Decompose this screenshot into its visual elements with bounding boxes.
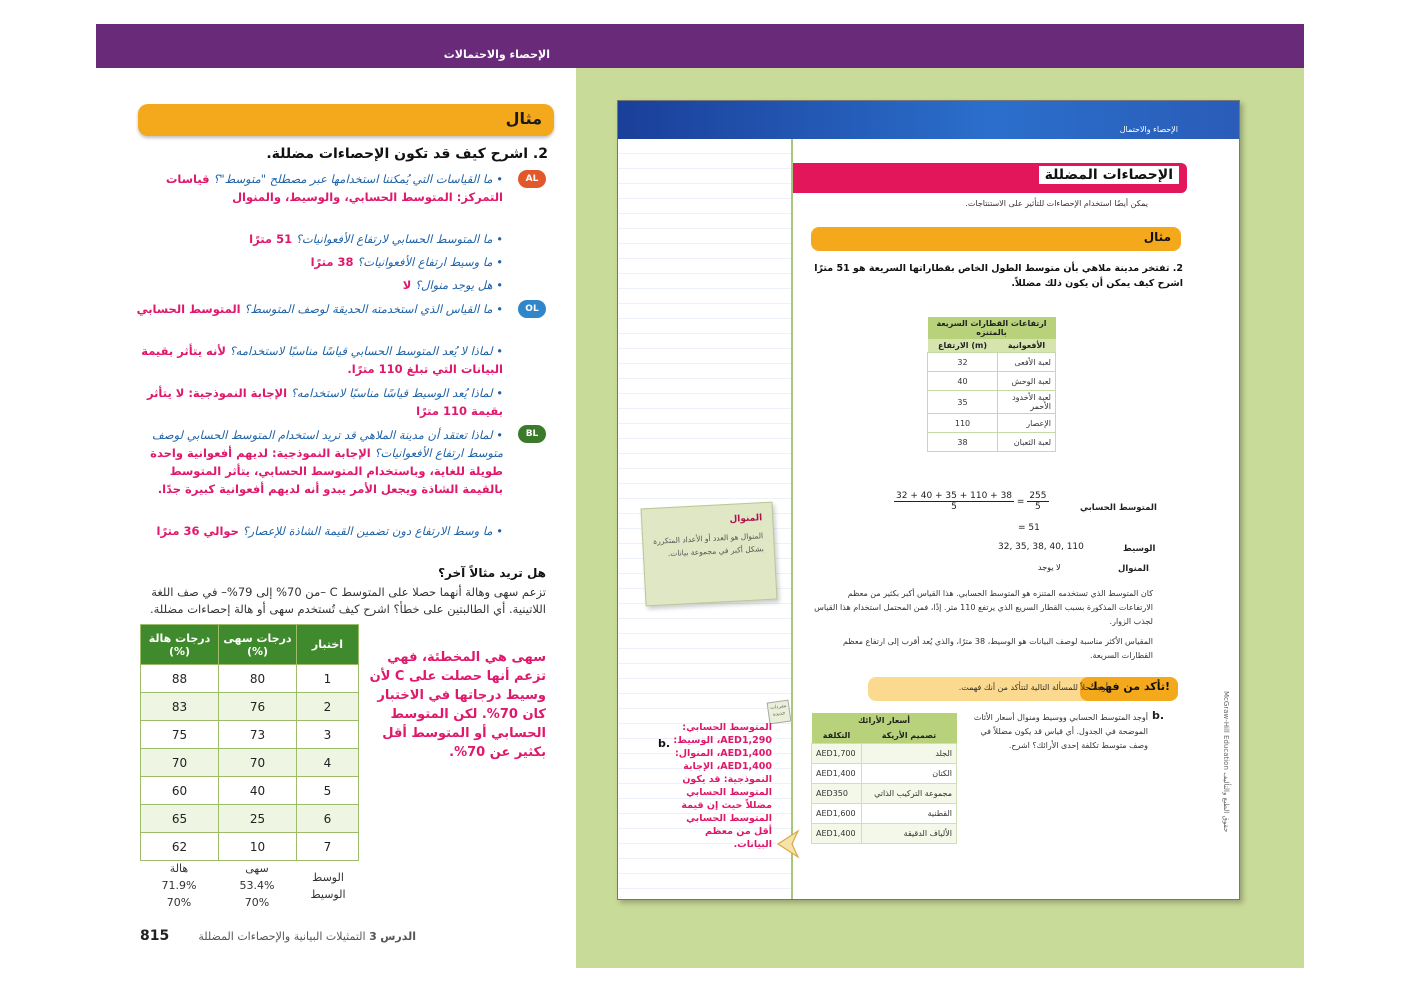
table-row: 40 لعبة الوحش xyxy=(928,372,1056,391)
table-row xyxy=(141,693,359,721)
exercise-b-text: أوجد المتوسط الحسابي ووسيط ومنوال أسعار الأثاث الموضحة في الجدول. أي قياس قد يكون مضللاً في وصف متوسط تكلفة إحدى الأرائك؟ اشرح. xyxy=(973,713,1148,750)
exercise-b-letter: b. xyxy=(1152,709,1165,722)
summary-suha: سهى 53.4% 70% xyxy=(239,862,275,909)
check-understanding-label: تأكد من فهمك! xyxy=(1080,677,1179,701)
table-cell: 70 xyxy=(141,749,219,777)
table-row: 110 الإعصار xyxy=(928,414,1056,433)
table-row: AED1,400 الكتان xyxy=(812,764,957,784)
teacher-bullet: • ما القياس الذي استخدمته الحديقة لوصف المتوسط؟ المتوسط الحسابي xyxy=(136,302,503,316)
column-header: درجات سهى (%) xyxy=(219,625,297,665)
median-label: الوسيط xyxy=(1123,544,1156,554)
student-page-header-title: الإحصاء والاحتمال xyxy=(1119,125,1178,134)
sofa-table-title: أسعار الأرائك xyxy=(812,713,957,728)
mini-example-label: مثال xyxy=(1143,230,1171,244)
mode-label: المنوال xyxy=(1118,564,1149,574)
another-example-title: هل تريد مثالاً آخر؟ xyxy=(438,566,546,580)
teacher-bullet: • لماذا تعتقد أن مدينة الملاهي قد تريد استخدام المتوسط الحسابي لوصف متوسط ارتفاع الأفعوانيات؟ الإجابة النموذجية: لديهم أفعوانية واحدة طويلة للغاية، وباستخدام المتوسط الحسابي، يتأثر المتوسط بالقيمة الشاذة ويجعل الأمر يبدو أنه لديهم أفعوانية كبيرة جدًا. xyxy=(150,428,503,496)
explanation-paragraph: كان المتوسط الذي تستخدمه المتنزه هو المتوسط الحسابي. هذا القياس أكبر بكثير من معظم الارتفاعات المذكورة بسبب القطار السريع الذي يرتفع 110 متر. إذًا، فمن المحتمل استخدام هذا القياس لجذب الزوار. xyxy=(814,589,1153,626)
lesson-title: الإحصاءات المضللة xyxy=(1039,166,1179,184)
table-cell: 4 xyxy=(297,749,359,777)
answer-text: سهى هي المخطئة، فهي تزعم أنها حصلت على C لأن وسيط درجاتها في الاختبار كان 70%. لكن المتوسط الحسابي أو المتوسط أقل بكثير عن 70%. xyxy=(369,650,546,760)
table-row xyxy=(141,777,359,805)
table-row xyxy=(141,805,359,833)
check-understanding-banner xyxy=(868,677,1178,701)
lesson-footer: الدرس 3 التمثيلات البيانية والإحصاءات المضللة xyxy=(198,930,416,943)
table-cell: 7 xyxy=(297,833,359,861)
teacher-bullet: • ما وسيط ارتفاع الأفعوانيات؟ 38 مترًا xyxy=(310,255,503,269)
level-badge-ol: OL xyxy=(518,300,546,318)
note-title: المنوال xyxy=(729,513,763,525)
column-header: درجات هالة (%) xyxy=(141,625,219,665)
summary-labels: الوسط الوسيط xyxy=(310,871,346,901)
another-example-text: تزعم سهى وهالة أنهما حصلا على المتوسط C –من 70% إلى 79%– في صف اللغة اللاتينية. أي الطالبتين على خطأ؟ اشرح كيف تُستخدم سهى أو هالة إحصاءات مضللة. xyxy=(149,585,546,616)
vocabulary-sticky-note xyxy=(641,502,778,607)
table-cell: 65 xyxy=(141,805,219,833)
chapter-header-bar xyxy=(96,24,1304,68)
summary-hala: هالة 71.9% 70% xyxy=(161,862,197,909)
table-cell: 76 xyxy=(219,693,297,721)
table-row xyxy=(141,721,359,749)
column-header: التكلفة xyxy=(812,728,862,744)
mode-value: لا يوجد xyxy=(1038,563,1061,572)
vocabulary-pin-icon: مفردات جديدة xyxy=(767,700,792,725)
table-cell: 70 xyxy=(219,749,297,777)
teacher-bullet: • ما المتوسط الحسابي لارتفاع الأفعوانيات؟ 51 مترًا xyxy=(249,232,503,246)
sofa-prices-table xyxy=(811,713,957,844)
table-row: 32 لعبة الأفعى xyxy=(928,353,1056,372)
table-row: AED1,700 الجلد xyxy=(812,744,957,764)
table-cell: 83 xyxy=(141,693,219,721)
question-heading: 2. اشرح كيف قد تكون الإحصاءات مضللة. xyxy=(266,146,548,162)
table-cell: 73 xyxy=(219,721,297,749)
explanation-paragraph: المقياس الأكثر مناسبة لوصف البيانات هو الوسيط، 38 مترًا، والذي يُعد أقرب إلى ارتفاع معظم القطارات السريعة. xyxy=(842,637,1153,660)
table-row xyxy=(141,749,359,777)
coaster-heights-table xyxy=(927,317,1056,452)
table-cell: 2 xyxy=(297,693,359,721)
teacher-bullet: • ما وسط الارتفاع دون تضمين القيمة الشاذة للإعصار؟ حوالي 36 مترًا xyxy=(156,524,503,538)
table-row: 35 لعبة الأخدود الأحمر xyxy=(928,391,1056,414)
table-cell: 3 xyxy=(297,721,359,749)
column-header: الأفعوانية xyxy=(998,339,1056,353)
table-cell: 88 xyxy=(141,665,219,693)
coaster-table-title: ارتفاعات القطارات السريعة بالمتنزه xyxy=(928,317,1056,339)
table-cell: 1 xyxy=(297,665,359,693)
mean-calculation: $\frac{32 + 40 + 35 + 110 + 38}{5}$ = $\frac{255}{5}$ xyxy=(896,491,1047,512)
table-cell: 40 xyxy=(219,777,297,805)
table-cell: 60 xyxy=(141,777,219,805)
lesson-subtitle: يمكن أيضًا استخدام الإحصاءات للتأثير على الاستنتاجات. xyxy=(965,199,1148,208)
check-understanding-text: أوجد حلاً للمسألة التالية لتتأكد من أنك فهمت. xyxy=(958,683,1108,692)
table-cell: 10 xyxy=(219,833,297,861)
table-row: AED350 مجموعة التركيب الذاتي xyxy=(812,784,957,804)
lesson-title-banner xyxy=(793,163,1187,193)
mean-result: = 51 xyxy=(1018,523,1040,533)
table-cell: 80 xyxy=(219,665,297,693)
table-cell: 62 xyxy=(141,833,219,861)
table-cell: 25 xyxy=(219,805,297,833)
teacher-bullet: • لماذا يُعد الوسيط قياسًا مناسبًا لاستخدامه؟ الإجابة النموذجية: لا يتأثر بقيمة 110 مترًا xyxy=(146,386,503,418)
example-banner xyxy=(138,104,554,136)
table-row xyxy=(141,665,359,693)
page-number: 815 xyxy=(140,928,170,944)
pointer-arrow-icon xyxy=(776,829,802,859)
table-row xyxy=(141,833,359,861)
teacher-bullet: • لماذا لا يُعد المتوسط الحسابي قياسًا مناسبًا لاستخدامه؟ لأنه يتأثر بقيمة البيانات التي تبلغ 110 مترًا. xyxy=(141,344,503,376)
median-values: 32, 35, 38, 40, 110 xyxy=(998,542,1084,552)
table-cell: 5 xyxy=(297,777,359,805)
table-row: AED1,600 القطنية xyxy=(812,804,957,824)
column-header: الارتفاع (m) xyxy=(928,339,998,353)
mini-example-banner xyxy=(811,227,1181,251)
teacher-bullet: • ما القياسات التي يُمكننا استخدامها عبر مصطلح "متوسط"؟ قياسات التمركز: المتوسط الحسابي، والوسيط، والمنوال xyxy=(165,172,503,204)
teacher-bullet: • هل يوجد منوال؟ لا xyxy=(402,278,503,292)
table-row: 38 لعبة الثعبان xyxy=(928,433,1056,452)
margin-answer: المتوسط الحسابي: AED1,290، الوسيط: AED1,400، المنوال: AED1,400، الإجابة النموذجية: قد يكون المتوسط الحسابي مضللاً حيث إن قيمة المتوسط الحسابي أقل من معظم البيانات. xyxy=(673,722,772,850)
note-text: المنوال هو العدد أو الأعداد المتكررة بشكل أكبر في مجموعة بيانات. xyxy=(652,531,765,559)
table-header-row xyxy=(141,625,359,665)
example-label: مثال xyxy=(505,109,542,128)
table-row: AED1,400 الألياف الدقيقة xyxy=(812,824,957,844)
margin-answer-letter: b. xyxy=(658,737,671,750)
chapter-title: الإحصاء والاحتمالات xyxy=(443,48,550,61)
scores-table xyxy=(140,624,359,861)
mean-label: المتوسط الحسابي xyxy=(1080,503,1157,513)
table-cell: 75 xyxy=(141,721,219,749)
level-badge-al: AL xyxy=(518,170,546,188)
level-badge-bl: BL xyxy=(518,425,546,443)
mini-question: 2. تفتخر مدينة ملاهي بأن متوسط الطول الخاص بقطاراتها السريعة هو 51 مترًا اشرح كيف يمكن أن يكون ذلك مضللاً. xyxy=(814,263,1183,289)
student-page-thumbnail xyxy=(617,100,1240,900)
copyright-vertical-text: McGraw-Hill Education حقوق الطبع والتأليف xyxy=(1222,691,1230,833)
column-header: تصميم الأريكة xyxy=(862,728,957,744)
column-header: اختبار xyxy=(297,625,359,665)
table-cell: 6 xyxy=(297,805,359,833)
